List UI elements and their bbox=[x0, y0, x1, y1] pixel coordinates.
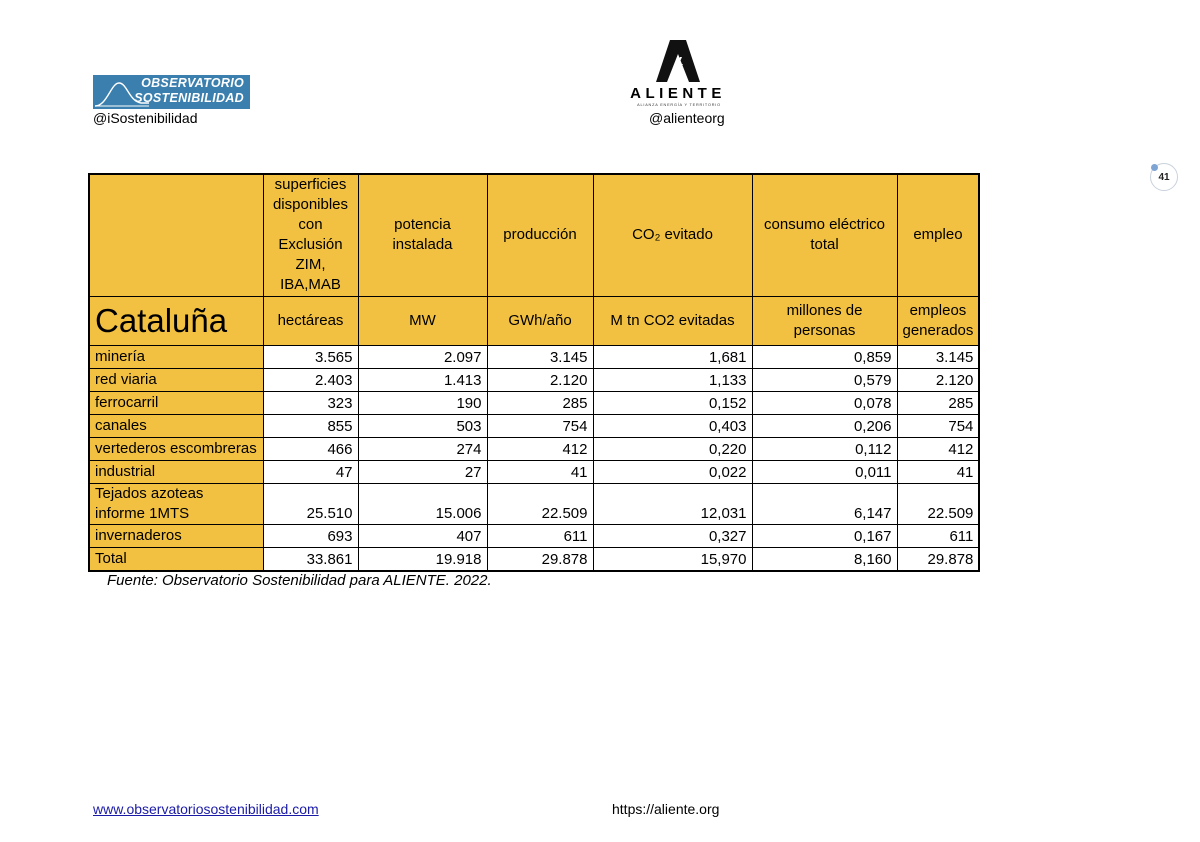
cell-value: 855 bbox=[263, 414, 358, 437]
obs-logo-line1: OBSERVATORIO bbox=[141, 76, 244, 90]
unit-gwh: GWh/año bbox=[487, 296, 593, 345]
cell-value: 3.145 bbox=[897, 345, 979, 368]
cell-value: 693 bbox=[263, 524, 358, 547]
cell-value: 22.509 bbox=[897, 483, 979, 524]
cell-value: 3.565 bbox=[263, 345, 358, 368]
cell-value: 611 bbox=[897, 524, 979, 547]
table-row bbox=[89, 345, 979, 368]
cell-value: 0,078 bbox=[752, 391, 897, 414]
cell-value: 190 bbox=[358, 391, 487, 414]
header-empleo: empleo bbox=[897, 174, 979, 296]
table-row bbox=[89, 460, 979, 483]
cell-value: 611 bbox=[487, 524, 593, 547]
unit-personas: millones de personas bbox=[752, 296, 897, 345]
unit-co2: M tn CO2 evitadas bbox=[593, 296, 752, 345]
cell-value: 0,579 bbox=[752, 368, 897, 391]
cell-value: 0,859 bbox=[752, 345, 897, 368]
aliente-wordmark: ALIENTE bbox=[630, 85, 726, 102]
table-source: Fuente: Observatorio Sostenibilidad para ALIENTE. 2022. bbox=[107, 572, 492, 589]
aliente-logo-icon bbox=[656, 40, 700, 82]
table-row bbox=[89, 524, 979, 547]
cell-value: 0,022 bbox=[593, 460, 752, 483]
observatorio-logo bbox=[93, 75, 250, 109]
page-badge-dot-icon bbox=[1151, 164, 1158, 171]
aliente-website-url: https://aliente.org bbox=[612, 801, 720, 817]
row-label: invernaderos bbox=[89, 524, 263, 547]
cell-value: 0,403 bbox=[593, 414, 752, 437]
cell-value: 285 bbox=[897, 391, 979, 414]
cell-value: 1,681 bbox=[593, 345, 752, 368]
row-label: canales bbox=[89, 414, 263, 437]
cell-value: 2.120 bbox=[487, 368, 593, 391]
cell-value: 323 bbox=[263, 391, 358, 414]
header-consumo: consumo eléctrico total bbox=[752, 174, 897, 296]
cell-value: 22.509 bbox=[487, 483, 593, 524]
cell-value: 2.097 bbox=[358, 345, 487, 368]
cell-value: 0,011 bbox=[752, 460, 897, 483]
page-number-badge: 41 bbox=[1150, 163, 1178, 191]
aliente-handle: @alienteorg bbox=[649, 110, 725, 126]
cell-value: 412 bbox=[487, 437, 593, 460]
row-label: Tejados azoteas informe 1MTS bbox=[89, 483, 263, 524]
cell-value: 1.413 bbox=[358, 368, 487, 391]
cell-value: 2.403 bbox=[263, 368, 358, 391]
region-title: Cataluña bbox=[89, 296, 263, 345]
cell-value: 274 bbox=[358, 437, 487, 460]
row-label: industrial bbox=[89, 460, 263, 483]
cell-value: 41 bbox=[487, 460, 593, 483]
cell-value: 754 bbox=[487, 414, 593, 437]
cell-value: 0,220 bbox=[593, 437, 752, 460]
cell-value: 407 bbox=[358, 524, 487, 547]
cell-value: 47 bbox=[263, 460, 358, 483]
unit-mw: MW bbox=[358, 296, 487, 345]
table-row bbox=[89, 483, 979, 524]
unit-hectareas: hectáreas bbox=[263, 296, 358, 345]
table-row bbox=[89, 437, 979, 460]
cell-value: 12,031 bbox=[593, 483, 752, 524]
energy-table bbox=[88, 173, 980, 572]
cell-value: 8,160 bbox=[752, 547, 897, 571]
cell-value: 0,167 bbox=[752, 524, 897, 547]
observatorio-website-link[interactable]: www.observatoriosostenibilidad.com bbox=[93, 801, 319, 817]
cell-value: 41 bbox=[897, 460, 979, 483]
cell-value: 0,206 bbox=[752, 414, 897, 437]
table-row bbox=[89, 391, 979, 414]
cell-value: 6,147 bbox=[752, 483, 897, 524]
header-empty bbox=[89, 174, 263, 296]
cell-value: 29.878 bbox=[487, 547, 593, 571]
unit-empleos: empleos generados bbox=[897, 296, 979, 345]
cell-value: 0,152 bbox=[593, 391, 752, 414]
table-row-total bbox=[89, 547, 979, 571]
header-co2: CO₂ evitado bbox=[593, 174, 752, 296]
row-label: vertederos escombreras bbox=[89, 437, 263, 460]
table-row bbox=[89, 414, 979, 437]
header-produccion: producción bbox=[487, 174, 593, 296]
cell-value: 0,327 bbox=[593, 524, 752, 547]
cell-value: 15.006 bbox=[358, 483, 487, 524]
row-label: minería bbox=[89, 345, 263, 368]
obs-logo-line2: SOSTENIBILIDAD bbox=[134, 91, 244, 105]
cell-value: 0,112 bbox=[752, 437, 897, 460]
cell-value: 503 bbox=[358, 414, 487, 437]
header-potencia: potencia instalada bbox=[358, 174, 487, 296]
cell-value: 3.145 bbox=[487, 345, 593, 368]
cell-value: 754 bbox=[897, 414, 979, 437]
cell-value: 29.878 bbox=[897, 547, 979, 571]
row-label: Total bbox=[89, 547, 263, 571]
cell-value: 412 bbox=[897, 437, 979, 460]
cell-value: 25.510 bbox=[263, 483, 358, 524]
row-label: red viaria bbox=[89, 368, 263, 391]
row-label: ferrocarril bbox=[89, 391, 263, 414]
aliente-tagline: ALIANZA ENERGÍA Y TERRITORIO bbox=[637, 103, 721, 107]
cell-value: 27 bbox=[358, 460, 487, 483]
cell-value: 2.120 bbox=[897, 368, 979, 391]
cell-value: 15,970 bbox=[593, 547, 752, 571]
obs-handle: @iSostenibilidad bbox=[93, 110, 198, 126]
table-row bbox=[89, 368, 979, 391]
cell-value: 1,133 bbox=[593, 368, 752, 391]
cell-value: 19.918 bbox=[358, 547, 487, 571]
header-superficies: superficies disponibles con Exclusión ZIM, IBA,MAB bbox=[263, 174, 358, 296]
cell-value: 285 bbox=[487, 391, 593, 414]
cell-value: 466 bbox=[263, 437, 358, 460]
cell-value: 33.861 bbox=[263, 547, 358, 571]
